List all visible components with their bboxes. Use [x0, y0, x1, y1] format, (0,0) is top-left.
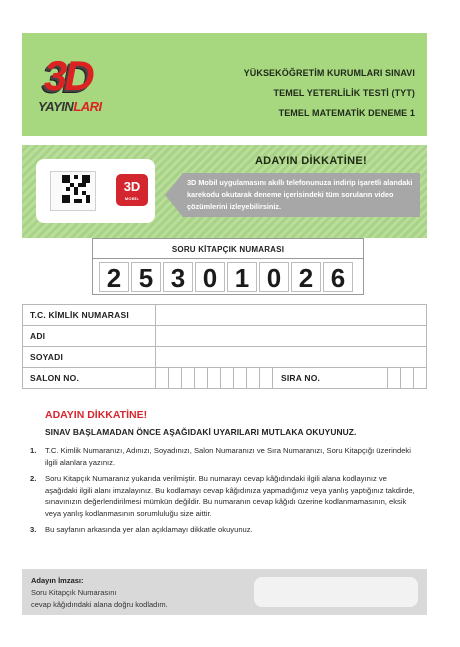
signature-field[interactable]: [254, 577, 418, 607]
exam-title-line2: TEMEL YETERLİLİK TESTİ (TYT): [273, 88, 415, 98]
mobile-notice-panel: [22, 145, 427, 238]
room-cell[interactable]: [156, 368, 169, 389]
rule-text: Bu sayfanın arkasında yer alan açıklamayı dikkatle okuyunuz.: [45, 525, 253, 534]
arrow-left-icon: [165, 173, 183, 217]
tc-row: [23, 305, 427, 326]
booklet-divider: [93, 258, 363, 259]
room-cell[interactable]: [182, 368, 195, 389]
mobile-app-badge: [116, 174, 148, 206]
exam-titles: [244, 63, 415, 123]
badge-mark: 3D: [123, 179, 141, 194]
instructions-subtitle: SINAV BAŞLAMADAN ÖNCE AŞAĞIDAKİ UYARILARI MUTLAKA OKUYUNUZ.: [45, 427, 357, 437]
instructions-list: [30, 445, 420, 541]
name-label: ADI: [23, 326, 156, 347]
signature-label: Adayın İmzası:: [31, 576, 84, 585]
identity-table: [22, 304, 427, 389]
badge-sub: MOBİL: [124, 196, 140, 201]
room-cell[interactable]: [247, 368, 260, 389]
booklet-digit: 2: [99, 262, 129, 292]
room-label: SALON NO.: [23, 368, 156, 389]
room-seat-row: [23, 368, 427, 389]
booklet-digit: 0: [259, 262, 289, 292]
list-item: [30, 445, 420, 468]
signature-line1: Soru Kitapçık Numarasını: [31, 588, 117, 597]
booklet-number-box: [92, 238, 364, 295]
exam-title-line1: YÜKSEKÖĞRETİM KURUMLARI SINAVI: [243, 68, 415, 78]
tc-label: T.C. KİMLİK NUMARASI: [23, 305, 156, 326]
rule-text: T.C. Kimlik Numaranızı, Adınızı, Soyadınızı, Salon Numaranızı ve Sıra Numaranızı, Soru Kitapçığı üzerindeki ilgili alanlara yazınız.: [45, 446, 411, 467]
room-cell[interactable]: [221, 368, 234, 389]
list-item: [30, 473, 420, 519]
tc-field[interactable]: [156, 305, 427, 326]
room-cell[interactable]: [195, 368, 208, 389]
signature-statement: [31, 587, 168, 611]
logo-word-b: LARI: [73, 99, 102, 114]
signature-line2: cevap kâğıdındaki alana doğru kodladım.: [31, 600, 168, 609]
surname-field[interactable]: [156, 347, 427, 368]
header-banner: [22, 33, 427, 136]
seat-cell[interactable]: [401, 368, 414, 389]
room-cell[interactable]: [208, 368, 221, 389]
signature-panel: [22, 569, 427, 615]
room-cell[interactable]: [234, 368, 247, 389]
notice-title: ADAYIN DİKKATİNE!: [254, 155, 367, 167]
exam-title-line3: TEMEL MATEMATİK DENEME 1: [278, 108, 415, 118]
logo-mark: 3D: [44, 52, 92, 99]
booklet-digits: [99, 262, 353, 292]
seat-label: SIRA NO.: [273, 368, 388, 389]
publisher-logo: [38, 51, 100, 123]
seat-cell[interactable]: [388, 368, 401, 389]
booklet-number-label: SORU KİTAPÇIK NUMARASI: [171, 245, 285, 254]
instructions-title: ADAYIN DİKKATİNE!: [45, 409, 148, 421]
booklet-digit: 1: [227, 262, 257, 292]
rule-number: 2.: [30, 474, 37, 483]
rule-text: Soru Kitapçık Numaranız yukarıda verilmiştir. Bu numarayı cevap kâğıdındaki ilgili alana kodlayınız ve aşağıdaki ilgili alanı imzalayınız. Bu kodlamayı cevap kâğıdınıza yapmadığınız veya yanlış yaptığınız takdirde, sınavınızın değerlendirilmesi mümkün değildir. Bu numaranın cevap kâğıdı üzerine kodlanmamasının, eksik veya yanlış kodlanmasının sorumluluğu size aittir.: [45, 474, 415, 518]
rule-number: 1.: [30, 446, 37, 455]
room-cell[interactable]: [260, 368, 273, 389]
booklet-digit: 0: [195, 262, 225, 292]
logo-wordmark: [38, 99, 102, 114]
booklet-digit: 3: [163, 262, 193, 292]
booklet-digit: 6: [323, 262, 353, 292]
surname-row: [23, 347, 427, 368]
qr-card: [36, 159, 155, 223]
seat-cell[interactable]: [414, 368, 427, 389]
room-cell[interactable]: [169, 368, 182, 389]
list-item: [30, 524, 420, 536]
qr-code-icon: [62, 175, 90, 203]
logo-word-a: YAYIN: [38, 99, 74, 114]
notice-text: 3D Mobil uygulamasını akıllı telefonunuza indirip işaretli alandaki karekodu okutarak deneme içerisindeki tüm soruların video çözümlerini izleyebilirsiniz.: [187, 178, 413, 211]
booklet-digit: 5: [131, 262, 161, 292]
rule-number: 3.: [30, 525, 37, 534]
name-field[interactable]: [156, 326, 427, 347]
surname-label: SOYADI: [23, 347, 156, 368]
booklet-digit: 2: [291, 262, 321, 292]
name-row: [23, 326, 427, 347]
